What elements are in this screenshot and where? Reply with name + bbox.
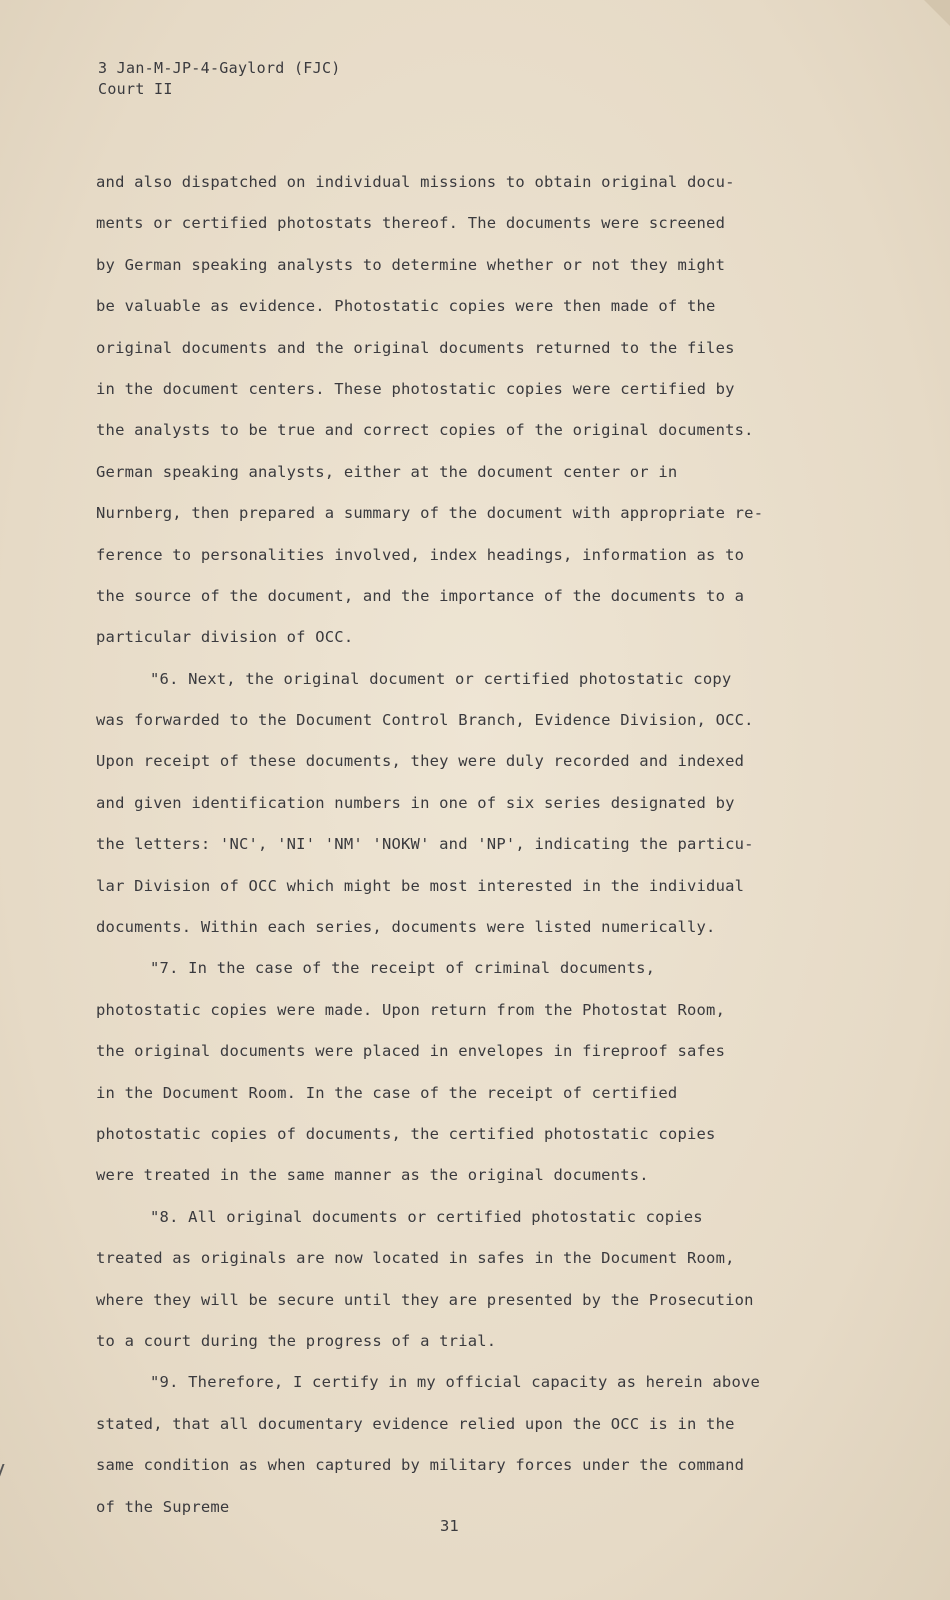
body-line: German speaking analysts, either at the document center or in [96, 462, 678, 481]
body-line: "6. Next, the original document or certified photostatic copy [150, 669, 732, 688]
body-line: Upon receipt of these documents, they were duly recorded and indexed [96, 752, 745, 771]
body-line: lar Division of OCC which might be most interested in the individual [96, 876, 745, 895]
page-number: 31 [440, 1517, 459, 1535]
body-line: "9. Therefore, I certify in my official capacity as herein above [150, 1373, 761, 1392]
body-line: original documents and the original documents returned to the files [96, 338, 735, 357]
body-line: were treated in the same manner as the original documents. [96, 1166, 649, 1185]
body-line: the letters: 'NC', 'NI' 'NM' 'NOKW' and 'NP', indicating the particu- [96, 835, 754, 854]
body-line: stated, that all documentary evidence relied upon the OCC is in the [96, 1414, 735, 1433]
body-line: of the Supreme [96, 1497, 230, 1516]
body-line: same condition as when captured by military forces under the command [96, 1456, 745, 1475]
body-line: photostatic copies of documents, the certified photostatic copies [96, 1124, 716, 1143]
body-line: Nurnberg, then prepared a summary of the document with appropriate re- [96, 504, 764, 523]
document-header [98, 58, 341, 100]
body-line: in the document centers. These photostatic copies were certified by [96, 379, 735, 398]
body-line: treated as originals are now located in safes in the Document Room, [96, 1249, 735, 1268]
body-line: in the Document Room. In the case of the receipt of certified [96, 1083, 678, 1102]
edge-mark [0, 1464, 11, 1478]
header-court: Court II [98, 80, 173, 98]
body-line: "8. All original documents or certified photostatic copies [150, 1207, 703, 1226]
body-line: where they will be secure until they are presented by the Prosecution [96, 1290, 754, 1309]
body-line: and given identification numbers in one of six series designated by [96, 793, 735, 812]
body-line: was forwarded to the Document Control Branch, Evidence Division, OCC. [96, 711, 754, 730]
body-line: by German speaking analysts to determine whether or not they might [96, 255, 726, 274]
body-line: the analysts to be true and correct copies of the original documents. [96, 421, 754, 440]
body-line: photostatic copies were made. Upon return from the Photostat Room, [96, 1000, 726, 1019]
body-line: particular division of OCC. [96, 628, 354, 647]
body-line: the original documents were placed in envelopes in fireproof safes [96, 1042, 726, 1061]
body-line: documents. Within each series, documents were listed numerically. [96, 918, 716, 937]
body-line: and also dispatched on individual missions to obtain original docu- [96, 173, 735, 191]
body-line: ference to personalities involved, index headings, information as to [96, 545, 745, 564]
folded-corner [924, 0, 950, 26]
document-body [96, 162, 816, 1528]
body-line: "7. In the case of the receipt of criminal documents, [150, 959, 656, 978]
body-line: the source of the document, and the importance of the documents to a [96, 586, 745, 605]
header-case-reference: 3 Jan-M-JP-4-Gaylord (FJC) [98, 59, 341, 77]
body-line: ments or certified photostats thereof. The documents were screened [96, 214, 726, 233]
body-line: be valuable as evidence. Photostatic copies were then made of the [96, 297, 716, 316]
body-line: to a court during the progress of a trial. [96, 1331, 497, 1350]
